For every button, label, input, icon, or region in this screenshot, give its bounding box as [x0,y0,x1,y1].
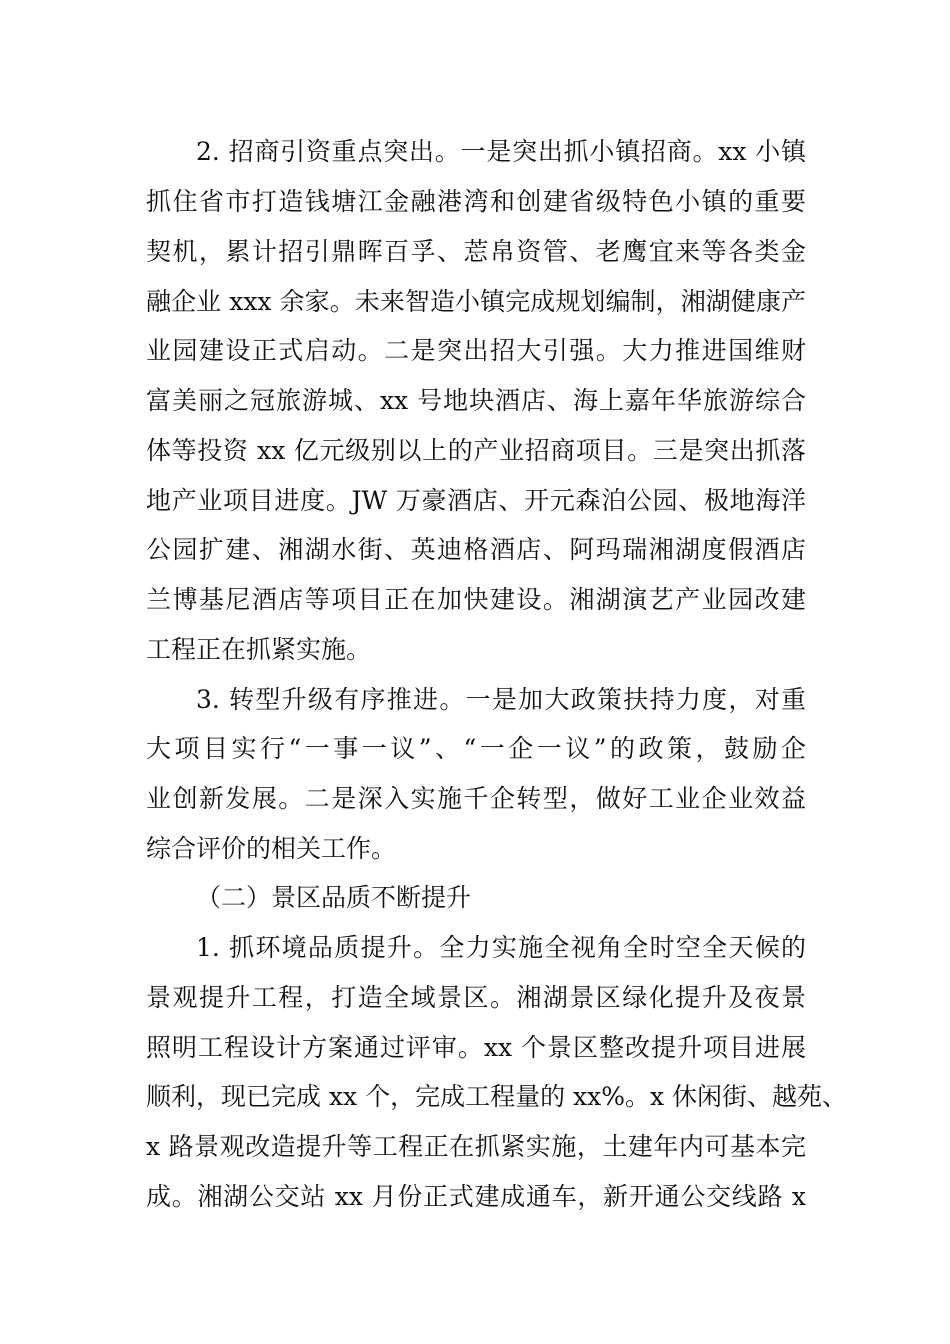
paragraph-line-3: 契机，累计招引鼎晖百孚、莣帛资管、老鹰宜来等各类金 [146,237,806,266]
paragraph-line-14: 业创新发展。二是深入实施千企转型，做好工业企业效益 [146,784,806,813]
paragraph-line-22: 成。湘湖公交站 xx 月份正式建成通车，新开通公交线路 x [146,1182,806,1211]
paragraph-line-20: 顺利，现已完成 xx 个，完成工程量的 xx%。x 休闲街、越苑、 [146,1082,848,1111]
paragraph-line-10: 兰博基尼酒店等项目正在加快建设。湘湖演艺产业园改建 [146,585,806,614]
paragraph-line-4: 融企业 xxx 余家。未来智造小镇完成规划编制，湘湖健康产 [146,287,806,316]
paragraph-line-21: x 路景观改造提升等工程正在抓紧实施，土建年内可基本完 [146,1132,806,1161]
paragraph-line-2: 抓住省市打造钱塘江金融港湾和创建省级特色小镇的重要 [146,187,806,216]
paragraph-line-12: 3. 转型升级有序推进。一是加大政策扶持力度，对重 [196,685,806,714]
paragraph-line-19: 照明工程设计方案通过评审。xx 个景区整改提升项目进展 [146,1033,806,1062]
paragraph-line-5: 业园建设正式启动。二是突出招大引强。大力推进国维财 [146,336,806,365]
paragraph-line-8: 地产业项目进度。JW 万豪酒店、开元森泊公园、极地海洋 [146,486,806,515]
section-heading: （二）景区品质不断提升 [196,883,472,912]
paragraph-line-13: 大项目实行“一事一议”、“一企一议”的政策，鼓励企 [146,734,806,763]
paragraph-line-17: 1. 抓环境品质提升。全力实施全视角全时空全天候的 [196,933,806,962]
paragraph-line-6: 富美丽之冠旅游城、xx 号地块酒店、海上嘉年华旅游综合 [146,386,806,415]
paragraph-line-11: 工程正在抓紧实施。 [146,635,372,664]
paragraph-line-9: 公园扩建、湘湖水街、英迪格酒店、阿玛瑞湘湖度假酒店 [146,535,806,564]
paragraph-line-7: 体等投资 xx 亿元级别以上的产业招商项目。三是突出抓落 [146,436,806,465]
paragraph-line-1: 2. 招商引资重点突出。一是突出抓小镇招商。xx 小镇 [196,137,806,166]
paragraph-line-15: 综合评价的相关工作。 [146,834,397,863]
paragraph-line-18: 景观提升工程，打造全域景区。湘湖景区绿化提升及夜景 [146,983,806,1012]
